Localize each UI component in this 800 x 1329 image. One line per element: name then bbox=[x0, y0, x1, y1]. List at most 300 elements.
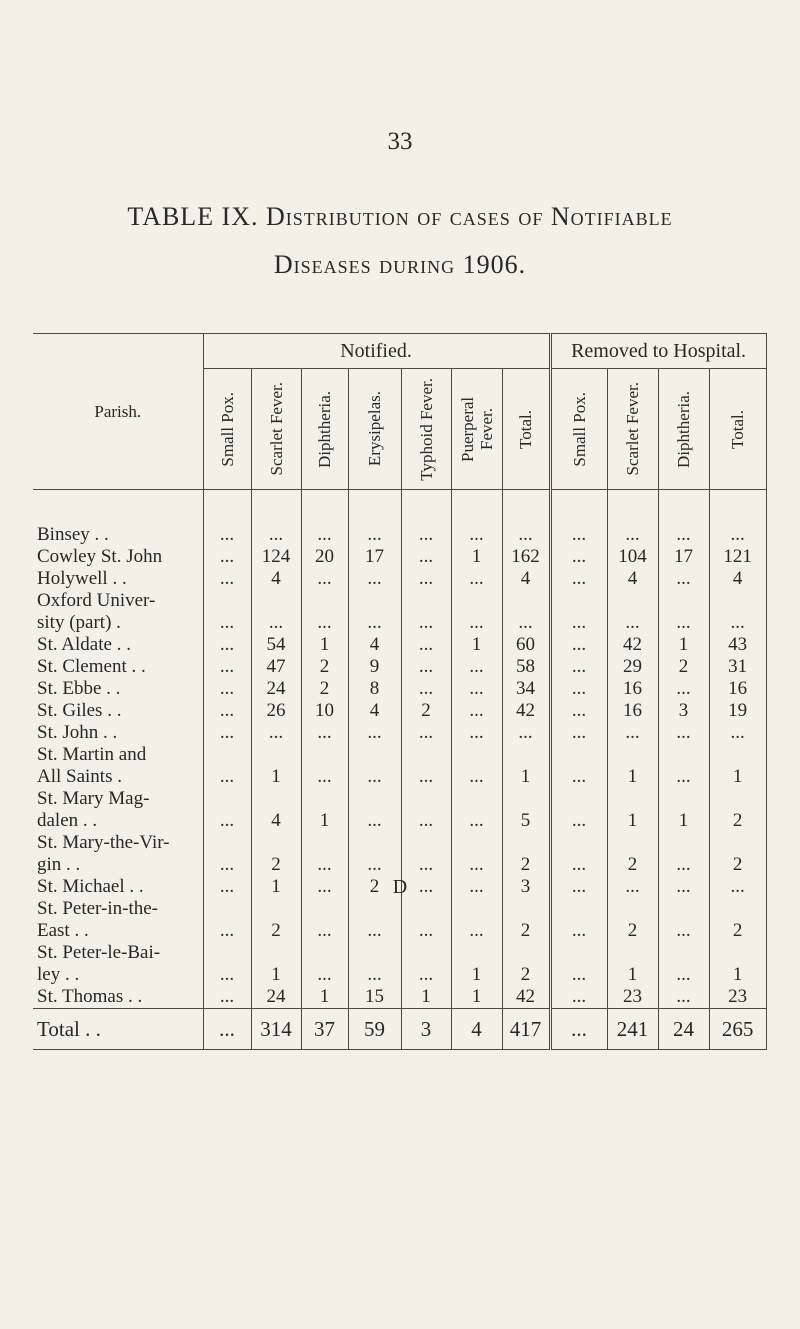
table-cell: ... bbox=[348, 920, 401, 942]
table-cell bbox=[709, 744, 766, 766]
col-header-notified-total: Total. bbox=[502, 369, 550, 490]
table-row bbox=[33, 986, 766, 1009]
table-row bbox=[33, 788, 766, 810]
table-cell: ... bbox=[550, 920, 607, 942]
table-cell bbox=[607, 788, 658, 810]
page-footer-signature: D bbox=[392, 876, 408, 898]
notified-header: Notified. bbox=[203, 334, 550, 369]
table-cell bbox=[502, 832, 550, 854]
total-cell: 417 bbox=[502, 1009, 550, 1050]
table-cell bbox=[658, 788, 709, 810]
table-cell: ... bbox=[203, 986, 251, 1009]
table-cell: 2 bbox=[709, 920, 766, 942]
table-cell: 1 bbox=[451, 964, 502, 986]
table-cell bbox=[251, 942, 301, 964]
table-cell: 2 bbox=[348, 876, 401, 898]
table-cell: 4 bbox=[348, 634, 401, 656]
table-cell: ... bbox=[550, 634, 607, 656]
table-cell: 2 bbox=[301, 678, 348, 700]
table-cell bbox=[709, 590, 766, 612]
table-cell: ... bbox=[301, 612, 348, 634]
table-cell: 24 bbox=[251, 986, 301, 1009]
table-row bbox=[33, 656, 766, 678]
table-cell: ... bbox=[502, 612, 550, 634]
table-cell: 19 bbox=[709, 700, 766, 722]
table-cell: ... bbox=[451, 766, 502, 788]
table-row bbox=[33, 964, 766, 986]
total-cell: 59 bbox=[348, 1009, 401, 1050]
table-cell: ... bbox=[451, 854, 502, 876]
table-cell: ... bbox=[451, 920, 502, 942]
table-cell: ... bbox=[451, 612, 502, 634]
parish-name: St. Aldate . . bbox=[37, 634, 131, 655]
table-cell bbox=[348, 898, 401, 920]
table-row bbox=[33, 678, 766, 700]
table-cell: 1 bbox=[607, 810, 658, 832]
col-header-typhoid-fever: Typhoid Fever. bbox=[401, 369, 451, 490]
table-cell: ... bbox=[401, 656, 451, 678]
col-header-puerperal-fever: Puerperal Fever. bbox=[451, 369, 502, 490]
table-cell: 1 bbox=[607, 964, 658, 986]
table-cell: 1 bbox=[658, 634, 709, 656]
table-cell: ... bbox=[607, 722, 658, 744]
table-cell: ... bbox=[709, 876, 766, 898]
table-cell bbox=[658, 744, 709, 766]
table-title bbox=[0, 202, 800, 232]
table-cell bbox=[550, 832, 607, 854]
table-row bbox=[33, 634, 766, 656]
table-cell: ... bbox=[301, 854, 348, 876]
table-cell: ... bbox=[251, 612, 301, 634]
table-cell bbox=[709, 898, 766, 920]
table-cell: ... bbox=[348, 810, 401, 832]
col-header-removed-diphtheria: Diphtheria. bbox=[658, 369, 709, 490]
table-cell bbox=[203, 744, 251, 766]
table-cell: ... bbox=[550, 568, 607, 590]
table-cell: 47 bbox=[251, 656, 301, 678]
table-cell: ... bbox=[301, 568, 348, 590]
table-cell: 4 bbox=[502, 568, 550, 590]
table-cell: ... bbox=[709, 524, 766, 546]
table-cell bbox=[203, 590, 251, 612]
table-cell bbox=[709, 832, 766, 854]
parish-name: ley . . bbox=[37, 964, 80, 985]
table-cell bbox=[301, 590, 348, 612]
table-cell: 10 bbox=[301, 700, 348, 722]
total-row bbox=[33, 1009, 766, 1050]
table-cell: 42 bbox=[607, 634, 658, 656]
parish-name: dalen . . bbox=[37, 810, 98, 831]
table-row bbox=[33, 832, 766, 854]
parish-name: St. Clement . . bbox=[37, 656, 146, 677]
table-cell: ... bbox=[658, 986, 709, 1009]
table-cell: ... bbox=[203, 722, 251, 744]
table-cell bbox=[203, 898, 251, 920]
table-cell bbox=[607, 898, 658, 920]
table-cell: ... bbox=[401, 766, 451, 788]
table-row bbox=[33, 568, 766, 590]
table-cell: ... bbox=[658, 854, 709, 876]
table-cell: ... bbox=[550, 766, 607, 788]
table-cell: 3 bbox=[658, 700, 709, 722]
table-cell: ... bbox=[203, 700, 251, 722]
table-cell: ... bbox=[401, 678, 451, 700]
table-cell: ... bbox=[550, 656, 607, 678]
table-row bbox=[33, 546, 766, 568]
table-cell: ... bbox=[550, 854, 607, 876]
table-cell: ... bbox=[203, 876, 251, 898]
table-cell: ... bbox=[550, 612, 607, 634]
table-cell bbox=[607, 744, 658, 766]
table-cell: ... bbox=[203, 920, 251, 942]
table-cell bbox=[401, 744, 451, 766]
table-cell bbox=[301, 788, 348, 810]
table-cell: 2 bbox=[251, 854, 301, 876]
table-cell bbox=[401, 942, 451, 964]
table-cell: 4 bbox=[348, 700, 401, 722]
table-cell: ... bbox=[203, 568, 251, 590]
page-number: 33 bbox=[387, 128, 413, 155]
table-cell: 2 bbox=[502, 854, 550, 876]
parish-name: St. John . . bbox=[37, 722, 118, 743]
parish-name: Oxford Univer- bbox=[37, 590, 156, 611]
table-cell: ... bbox=[658, 524, 709, 546]
table-cell: ... bbox=[550, 810, 607, 832]
table-cell: 9 bbox=[348, 656, 401, 678]
table-cell: ... bbox=[607, 612, 658, 634]
table-cell: 17 bbox=[348, 546, 401, 568]
table-cell: ... bbox=[203, 612, 251, 634]
total-cell: 3 bbox=[401, 1009, 451, 1050]
table-cell: 1 bbox=[451, 986, 502, 1009]
table-cell: ... bbox=[451, 700, 502, 722]
table-cell: 2 bbox=[502, 964, 550, 986]
parish-name: Holywell . . bbox=[37, 568, 127, 589]
table-cell: ... bbox=[658, 964, 709, 986]
table-cell: 2 bbox=[502, 920, 550, 942]
table-cell: 1 bbox=[251, 964, 301, 986]
table-row bbox=[33, 590, 766, 612]
table-cell bbox=[203, 788, 251, 810]
table-row bbox=[33, 942, 766, 964]
table-cell: ... bbox=[251, 524, 301, 546]
table-cell: 4 bbox=[251, 568, 301, 590]
table-cell: 2 bbox=[251, 920, 301, 942]
table-row bbox=[33, 722, 766, 744]
table-cell bbox=[658, 832, 709, 854]
table-row bbox=[33, 766, 766, 788]
table-cell: ... bbox=[251, 722, 301, 744]
table-cell bbox=[301, 744, 348, 766]
table-cell: ... bbox=[658, 766, 709, 788]
col-header-removed-total: Total. bbox=[709, 369, 766, 490]
table-cell bbox=[203, 942, 251, 964]
table-cell: ... bbox=[401, 524, 451, 546]
table-cell: 1 bbox=[301, 810, 348, 832]
parish-name: St. Thomas . . bbox=[37, 986, 143, 1007]
table-cell: 15 bbox=[348, 986, 401, 1009]
table-cell: ... bbox=[709, 612, 766, 634]
table-cell: 16 bbox=[607, 700, 658, 722]
table-cell bbox=[502, 788, 550, 810]
table-cell: ... bbox=[502, 524, 550, 546]
table-cell: ... bbox=[550, 546, 607, 568]
total-cell: ... bbox=[203, 1009, 251, 1050]
total-cell: 37 bbox=[301, 1009, 348, 1050]
parish-name: Cowley St. John bbox=[37, 546, 163, 567]
table-cell bbox=[401, 832, 451, 854]
table-cell: ... bbox=[301, 876, 348, 898]
table-cell: ... bbox=[401, 964, 451, 986]
table-cell bbox=[348, 942, 401, 964]
table-cell: ... bbox=[401, 546, 451, 568]
table-cell: ... bbox=[451, 722, 502, 744]
total-cell: 24 bbox=[658, 1009, 709, 1050]
parish-header: Parish. bbox=[33, 334, 203, 490]
table-cell: 24 bbox=[251, 678, 301, 700]
table-cell: ... bbox=[348, 766, 401, 788]
table-cell bbox=[709, 788, 766, 810]
table-cell bbox=[251, 898, 301, 920]
table-cell: ... bbox=[348, 568, 401, 590]
table-row bbox=[33, 810, 766, 832]
table-cell: ... bbox=[451, 656, 502, 678]
table-cell: ... bbox=[451, 524, 502, 546]
table-cell: 121 bbox=[709, 546, 766, 568]
table-cell bbox=[251, 832, 301, 854]
table-cell: 23 bbox=[607, 986, 658, 1009]
table-cell: 5 bbox=[502, 810, 550, 832]
table-cell: ... bbox=[203, 524, 251, 546]
table-cell: 42 bbox=[502, 700, 550, 722]
table-cell: 2 bbox=[709, 854, 766, 876]
table-cell: ... bbox=[451, 568, 502, 590]
table-cell: ... bbox=[348, 854, 401, 876]
table-cell: ... bbox=[203, 964, 251, 986]
table-cell: 2 bbox=[301, 656, 348, 678]
parish-name: sity (part) . bbox=[37, 612, 121, 633]
parish-name: St. Giles . . bbox=[37, 700, 122, 721]
table-cell bbox=[607, 942, 658, 964]
table-cell bbox=[709, 942, 766, 964]
table-cell: 1 bbox=[301, 986, 348, 1009]
table-cell: ... bbox=[348, 524, 401, 546]
table-row bbox=[33, 612, 766, 634]
parish-name: All Saints . bbox=[37, 766, 122, 787]
table-cell: ... bbox=[348, 722, 401, 744]
notifiable-diseases-table-wrap bbox=[33, 333, 766, 1041]
table-cell bbox=[550, 788, 607, 810]
table-cell: ... bbox=[301, 964, 348, 986]
table-cell: ... bbox=[658, 678, 709, 700]
table-cell: 1 bbox=[251, 876, 301, 898]
table-cell bbox=[348, 788, 401, 810]
table-cell: 2 bbox=[709, 810, 766, 832]
table-cell: 162 bbox=[502, 546, 550, 568]
table-cell: ... bbox=[550, 986, 607, 1009]
table-cell: 1 bbox=[658, 810, 709, 832]
table-cell: 1 bbox=[251, 766, 301, 788]
table-cell: ... bbox=[203, 546, 251, 568]
table-cell bbox=[348, 744, 401, 766]
total-cell: 314 bbox=[251, 1009, 301, 1050]
table-cell bbox=[451, 942, 502, 964]
table-cell: 4 bbox=[709, 568, 766, 590]
table-cell: ... bbox=[658, 876, 709, 898]
table-cell: 29 bbox=[607, 656, 658, 678]
table-cell: ... bbox=[401, 876, 451, 898]
table-cell bbox=[251, 744, 301, 766]
table-subtitle: Diseases during 1906. bbox=[273, 250, 527, 279]
table-cell bbox=[203, 832, 251, 854]
table-cell bbox=[451, 788, 502, 810]
table-cell: 1 bbox=[709, 766, 766, 788]
removed-header: Removed to Hospital. bbox=[550, 334, 766, 369]
table-cell: 16 bbox=[607, 678, 658, 700]
total-label: Total . . bbox=[33, 1009, 203, 1050]
col-header-scarlet-fever: Scarlet Fever. bbox=[251, 369, 301, 490]
table-cell bbox=[658, 898, 709, 920]
table-cell bbox=[251, 590, 301, 612]
table-cell: ... bbox=[203, 766, 251, 788]
table-cell: 20 bbox=[301, 546, 348, 568]
col-header-removed-small-pox: Small Pox. bbox=[550, 369, 607, 490]
col-header-diphtheria: Diphtheria. bbox=[301, 369, 348, 490]
table-cell: ... bbox=[301, 722, 348, 744]
table-cell: ... bbox=[401, 612, 451, 634]
parish-name: St. Michael . . bbox=[37, 876, 144, 897]
table-cell bbox=[348, 590, 401, 612]
table-cell: ... bbox=[550, 678, 607, 700]
table-cell: ... bbox=[401, 722, 451, 744]
table-cell bbox=[348, 832, 401, 854]
table-body bbox=[33, 490, 766, 1050]
table-cell: ... bbox=[401, 854, 451, 876]
table-cell: ... bbox=[203, 656, 251, 678]
parish-name: Binsey . . bbox=[37, 524, 109, 545]
parish-name: St. Mary-the-Vir- bbox=[37, 832, 170, 853]
notifiable-diseases-table bbox=[33, 333, 767, 1050]
table-cell bbox=[658, 590, 709, 612]
table-cell bbox=[451, 898, 502, 920]
table-cell bbox=[658, 942, 709, 964]
parish-name: St. Martin and bbox=[37, 744, 147, 765]
table-cell: ... bbox=[451, 876, 502, 898]
table-cell: ... bbox=[401, 568, 451, 590]
table-cell: ... bbox=[451, 678, 502, 700]
parish-name: St. Ebbe . . bbox=[37, 678, 121, 699]
table-cell: ... bbox=[658, 612, 709, 634]
total-cell: 4 bbox=[451, 1009, 502, 1050]
spacer-row bbox=[33, 490, 766, 525]
table-cell: ... bbox=[348, 612, 401, 634]
table-cell: 1 bbox=[709, 964, 766, 986]
table-row bbox=[33, 524, 766, 546]
table-cell: ... bbox=[203, 854, 251, 876]
table-row bbox=[33, 700, 766, 722]
table-cell: 124 bbox=[251, 546, 301, 568]
total-cell: 241 bbox=[607, 1009, 658, 1050]
table-cell bbox=[451, 590, 502, 612]
table-cell bbox=[401, 590, 451, 612]
table-cell: ... bbox=[550, 722, 607, 744]
table-cell: 34 bbox=[502, 678, 550, 700]
table-cell: 60 bbox=[502, 634, 550, 656]
table-cell: 26 bbox=[251, 700, 301, 722]
table-cell bbox=[550, 590, 607, 612]
table-cell: 2 bbox=[401, 700, 451, 722]
table-cell: 58 bbox=[502, 656, 550, 678]
table-cell bbox=[502, 942, 550, 964]
table-cell bbox=[451, 744, 502, 766]
table-cell bbox=[301, 898, 348, 920]
table-cell bbox=[251, 788, 301, 810]
table-cell: 104 bbox=[607, 546, 658, 568]
total-cell: 265 bbox=[709, 1009, 766, 1050]
col-header-erysipelas: Erysipelas. bbox=[348, 369, 401, 490]
table-row bbox=[33, 854, 766, 876]
table-cell bbox=[301, 832, 348, 854]
table-cell bbox=[550, 898, 607, 920]
table-cell: ... bbox=[607, 876, 658, 898]
table-cell bbox=[502, 744, 550, 766]
table-cell: ... bbox=[401, 810, 451, 832]
table-cell: 1 bbox=[502, 766, 550, 788]
table-cell: ... bbox=[203, 810, 251, 832]
table-cell bbox=[550, 942, 607, 964]
parish-name: St. Peter-le-Bai- bbox=[37, 942, 161, 963]
table-row bbox=[33, 920, 766, 942]
table-cell: 1 bbox=[607, 766, 658, 788]
table-cell: 4 bbox=[607, 568, 658, 590]
table-cell: ... bbox=[550, 964, 607, 986]
table-cell: 1 bbox=[301, 634, 348, 656]
table-cell: ... bbox=[203, 678, 251, 700]
table-cell: ... bbox=[550, 524, 607, 546]
table-cell: 1 bbox=[451, 546, 502, 568]
table-cell: 2 bbox=[607, 920, 658, 942]
table-cell bbox=[401, 898, 451, 920]
table-cell bbox=[502, 590, 550, 612]
table-title-lead: TABLE IX. bbox=[127, 202, 259, 231]
table-cell: ... bbox=[550, 700, 607, 722]
table-cell bbox=[607, 832, 658, 854]
table-cell: ... bbox=[301, 766, 348, 788]
parish-name: East . . bbox=[37, 920, 89, 941]
table-cell bbox=[502, 898, 550, 920]
table-cell: 54 bbox=[251, 634, 301, 656]
table-cell: ... bbox=[607, 524, 658, 546]
col-header-small-pox: Small Pox. bbox=[203, 369, 251, 490]
table-cell bbox=[550, 744, 607, 766]
table-cell: 1 bbox=[451, 634, 502, 656]
parish-name: St. Mary Mag- bbox=[37, 788, 150, 809]
table-cell: ... bbox=[502, 722, 550, 744]
table-cell: 16 bbox=[709, 678, 766, 700]
table-cell: ... bbox=[709, 722, 766, 744]
table-cell: ... bbox=[658, 920, 709, 942]
table-cell: ... bbox=[203, 634, 251, 656]
table-cell: 8 bbox=[348, 678, 401, 700]
table-cell: ... bbox=[451, 810, 502, 832]
table-cell: 17 bbox=[658, 546, 709, 568]
total-cell: ... bbox=[550, 1009, 607, 1050]
table-row bbox=[33, 898, 766, 920]
table-cell: 4 bbox=[251, 810, 301, 832]
table-cell: 31 bbox=[709, 656, 766, 678]
table-cell: ... bbox=[658, 568, 709, 590]
parish-name: St. Peter-in-the- bbox=[37, 898, 158, 919]
